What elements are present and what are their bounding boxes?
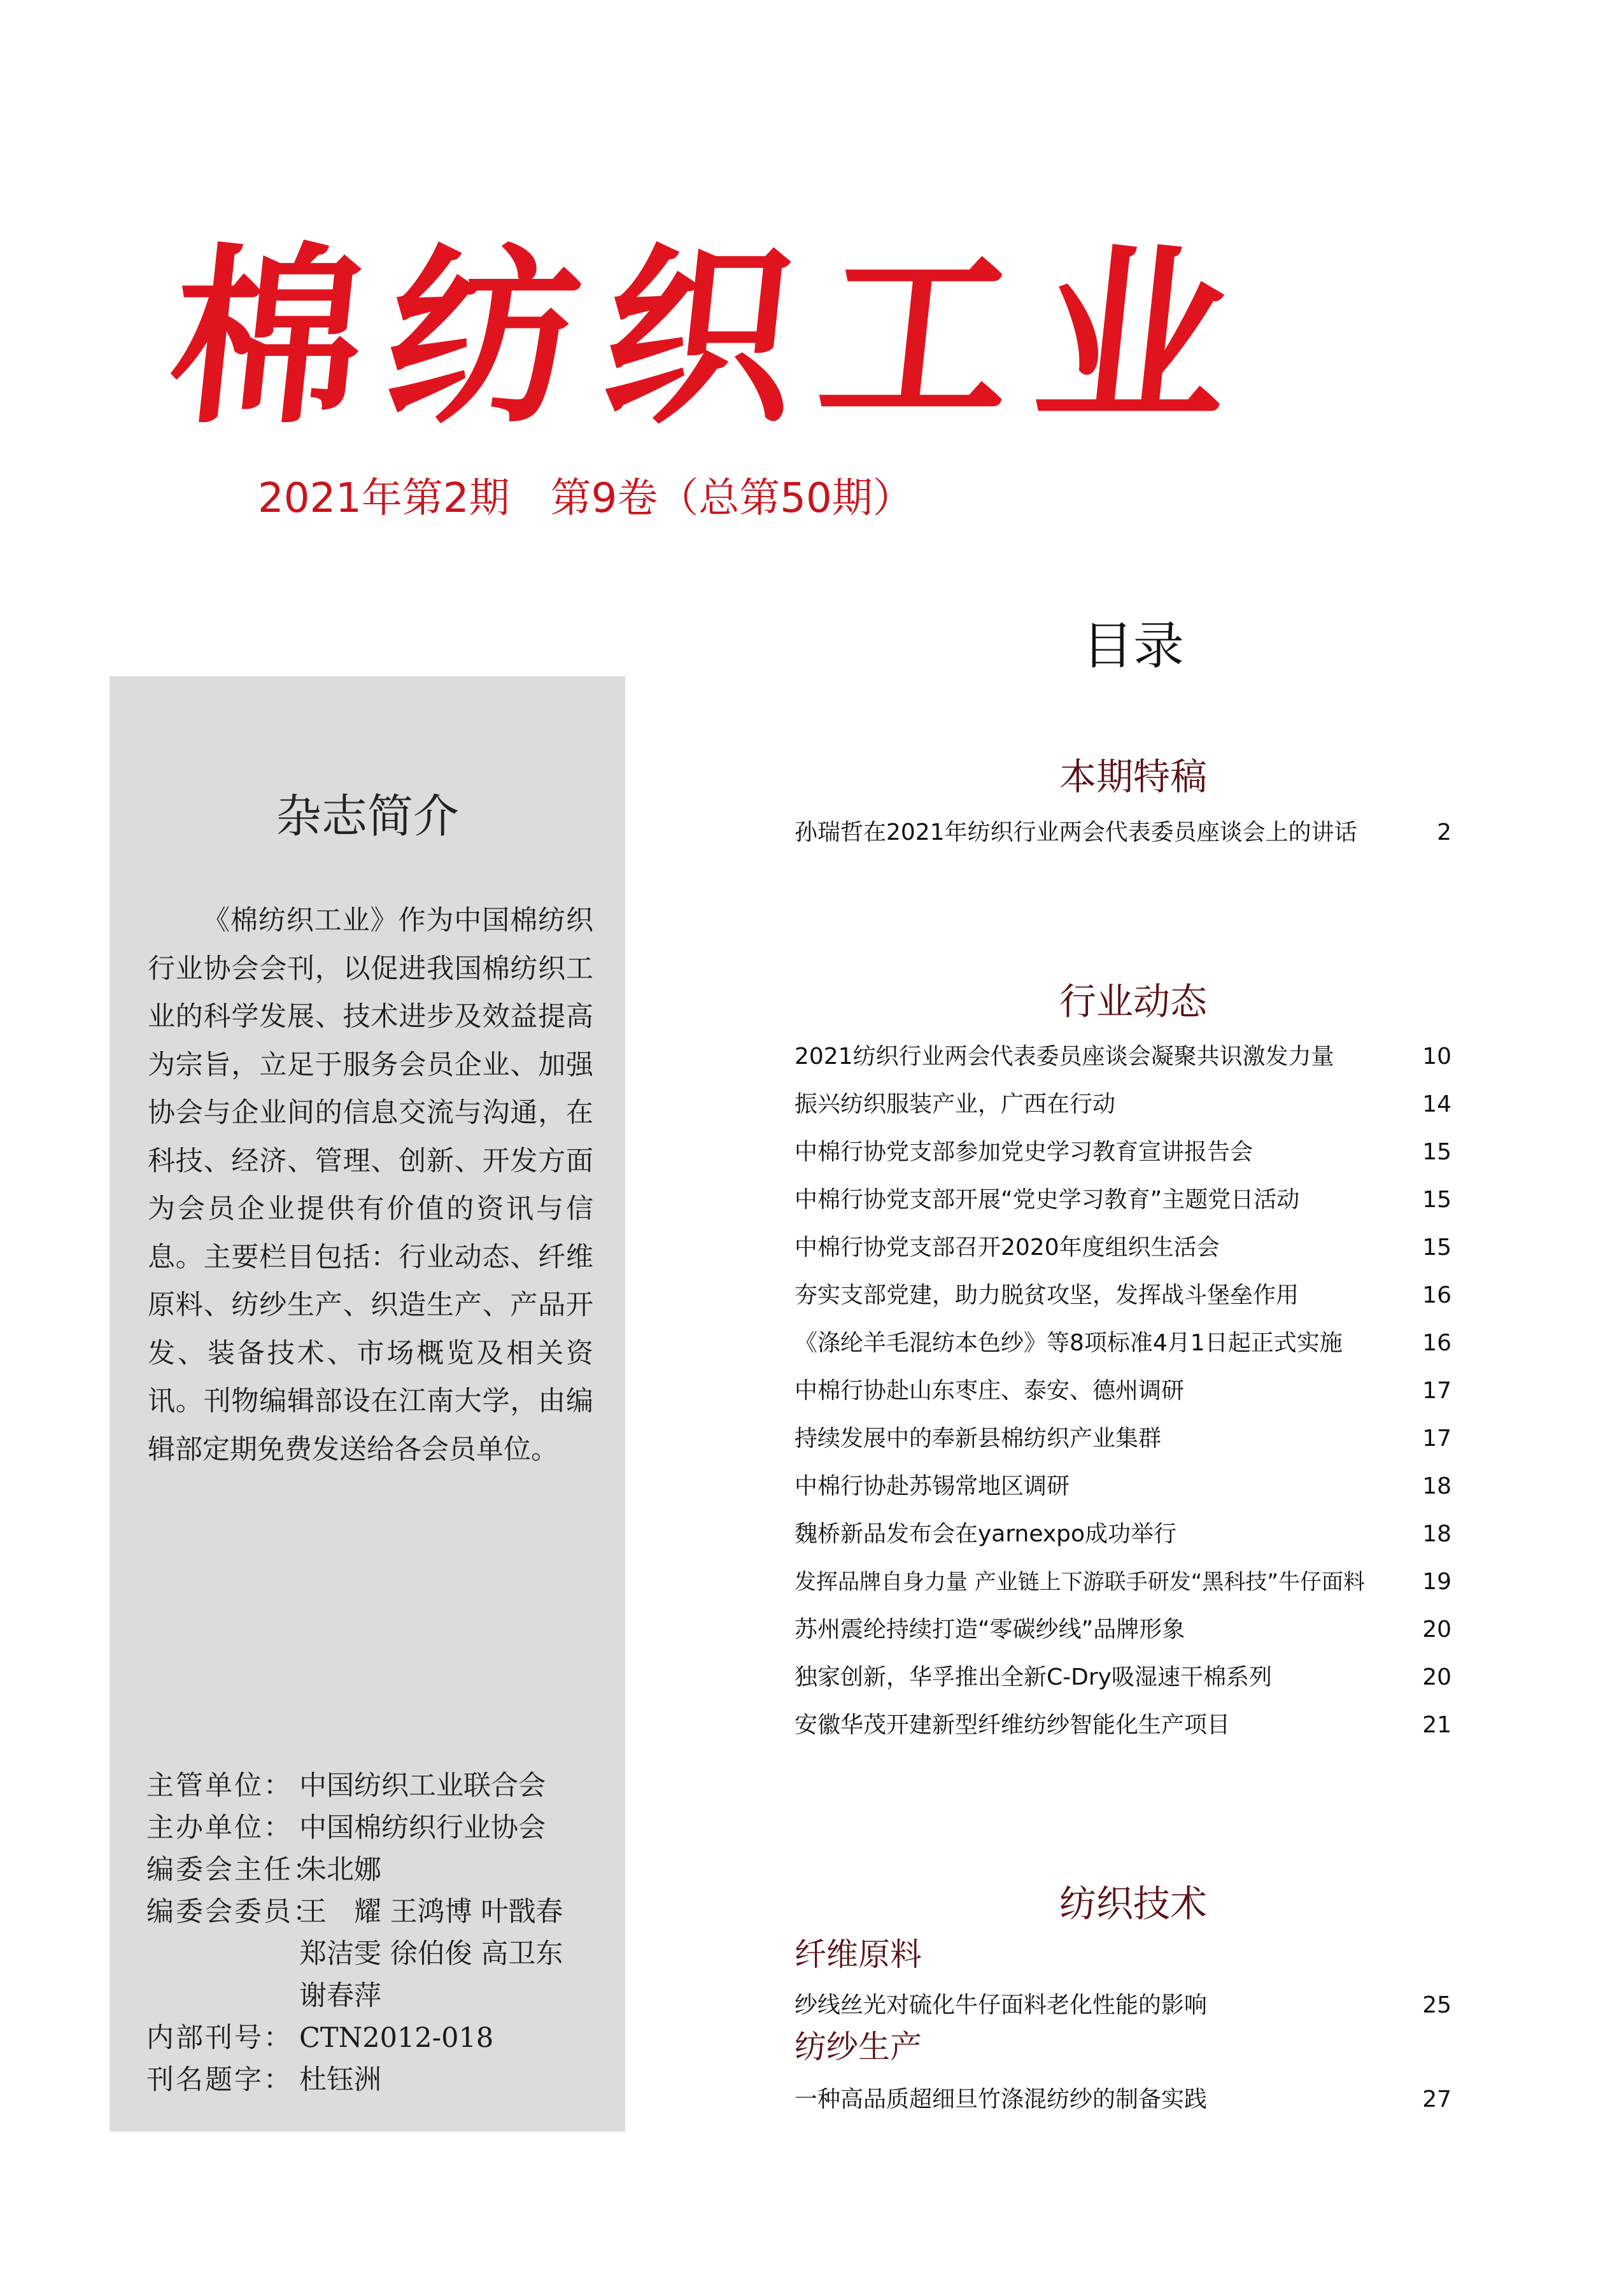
info-label: 编委会委员： (146, 1896, 322, 1928)
toc-entry-page: 10 (1422, 1043, 1451, 1070)
toc-entry-page: 18 (1422, 1473, 1451, 1499)
toc-entry-page: 19 (1422, 1569, 1451, 1595)
info-row-chief-editor (146, 1849, 598, 1891)
toc-entry[interactable] (794, 1181, 1451, 1219)
toc-entry-title: 魏桥新品发布会在yarnexpo成功举行 (794, 1521, 1177, 1547)
toc-entry-title: 夯实支部党建，助力脱贫攻坚，发挥战斗堡垒作用 (794, 1282, 1299, 1308)
toc-entry[interactable] (794, 1659, 1451, 1697)
toc-entry[interactable] (794, 1086, 1451, 1124)
toc-entry-title: 《涤纶羊毛混纺本色纱》等8项标准4月1日起正式实施 (794, 1330, 1343, 1356)
toc-entry-title: 中棉行协党支部参加党史学习教育宣讲报告会 (794, 1139, 1253, 1165)
toc-entry-page: 27 (1422, 2086, 1451, 2112)
toc-entry[interactable] (794, 1611, 1451, 1649)
section-title-technology: 纺织技术 (1059, 1882, 1207, 1925)
toc-entry[interactable] (794, 1706, 1451, 1744)
toc-entry-title: 苏州震纶持续打造“零碳纱线”品牌形象 (794, 1617, 1185, 1643)
info-label: 内部刊号： (146, 2022, 293, 2054)
info-value: 朱北娜 (299, 1854, 381, 1886)
toc-entry[interactable] (794, 1468, 1451, 1506)
toc-entry-title: 中棉行协党支部召开2020年度组织生活会 (794, 1235, 1220, 1261)
toc-entry-title: 独家创新，华孚推出全新C-Dry吸湿速干棉系列 (794, 1664, 1272, 1690)
intro-title: 杂志简介 (275, 789, 459, 843)
toc-entry-title: 中棉行协党支部开展“党史学习教育”主题党日活动 (794, 1187, 1300, 1213)
toc-entry-page: 15 (1422, 1235, 1451, 1261)
toc-entry-title: 持续发展中的奉新县棉纺织产业集群 (794, 1426, 1162, 1452)
info-row-serial (146, 2017, 598, 2059)
info-label: 编委会主任： (146, 1854, 322, 1886)
subsection-title-spinning: 纺纱生产 (794, 2028, 922, 2065)
toc-entry-page: 15 (1422, 1139, 1451, 1165)
toc-entry[interactable] (794, 1420, 1451, 1458)
toc-entry-page: 20 (1422, 1617, 1451, 1643)
issue-line: 2021年第2期 第9卷（总第50期） (258, 475, 914, 522)
section-title-feature: 本期特稿 (1059, 755, 1207, 798)
info-row-sponsor (146, 1807, 598, 1849)
info-value: 中国棉纺织行业协会 (299, 1812, 546, 1844)
toc-entry[interactable] (794, 1229, 1451, 1267)
toc-entry[interactable] (794, 1372, 1451, 1410)
toc-entry[interactable] (794, 1038, 1451, 1076)
subsection-title-fiber: 纤维原料 (794, 1936, 922, 1973)
toc-entry-title: 中棉行协赴苏锡常地区调研 (794, 1473, 1070, 1499)
info-value: 中国纺织工业联合会 (299, 1770, 546, 1802)
info-label: 主管单位： (146, 1770, 293, 1802)
toc-entry[interactable] (794, 1563, 1451, 1601)
toc-entry-title: 一种高品质超细旦竹涤混纺纱的制备实践 (794, 2086, 1208, 2112)
section-title-industry: 行业动态 (1059, 980, 1207, 1023)
toc-entry-page: 14 (1422, 1091, 1451, 1117)
toc-entry-page: 17 (1422, 1426, 1451, 1452)
toc-entry-title: 2021纺织行业两会代表委员座谈会凝聚共识激发力量 (794, 1043, 1334, 1070)
toc-entry-title: 中棉行协赴山东枣庄、泰安、德州调研 (794, 1378, 1185, 1404)
toc-heading: 目录 (1082, 616, 1184, 676)
info-label: 刊名题字： (146, 2064, 293, 2096)
toc-entry-page: 16 (1422, 1330, 1451, 1356)
toc-entry-title: 安徽华茂开建新型纤维纺纱智能化生产项目 (794, 1712, 1231, 1738)
toc-entry-page: 16 (1422, 1282, 1451, 1308)
toc-entry-title: 发挥品牌自身力量 产业链上下游联手研发“黑科技”牛仔面料 (794, 1569, 1366, 1595)
toc-entry-page: 18 (1422, 1521, 1451, 1547)
masthead-title: 棉纺织工业 (160, 225, 1266, 449)
info-value: 杜钰洲 (299, 2064, 381, 2096)
toc-entry-page: 20 (1422, 1664, 1451, 1690)
info-value: 王 耀 王鸿博 叶戬春 郑洁雯 徐伯俊 高卫东 谢春萍 (299, 1896, 563, 2012)
toc-entry[interactable] (794, 1324, 1451, 1362)
toc-entry-page: 15 (1422, 1187, 1451, 1213)
intro-panel (109, 676, 625, 2132)
info-row-calligraphy (146, 2059, 598, 2101)
info-row-supervisor (146, 1765, 598, 1807)
toc-entry[interactable] (794, 814, 1451, 852)
toc-entry-title: 纱线丝光对硫化牛仔面料老化性能的影响 (794, 1992, 1208, 2018)
intro-body: 《棉纺织工业》作为中国棉纺织行业协会会刊，以促进我国棉纺织工业的科学发展、技术进步及效益提高为宗旨，立足于服务会员企业、加强协会与企业间的信息交流与沟通，在科技、经济、管理、创新、开发方面为会员企业提供有价值的资讯与信息。主要栏目包括：行业动态、纤维原料、纺纱生产、织造生产、产品开发、装备技术、市场概览及相关资讯。刊物编辑部设在江南大学，由编辑部定期免费发送给各会员单位。 (148, 905, 593, 1466)
toc-entry[interactable] (794, 1986, 1451, 2025)
toc-entry[interactable] (794, 1133, 1451, 1171)
toc-entry-page: 17 (1422, 1378, 1451, 1404)
toc-entry[interactable] (794, 2081, 1451, 2119)
toc-entry[interactable] (794, 1277, 1451, 1315)
toc-entry-title: 孙瑞哲在2021年纺织行业两会代表委员座谈会上的讲话 (794, 819, 1357, 845)
info-value: CTN2012-018 (299, 2022, 494, 2054)
toc-entry-page: 25 (1422, 1992, 1451, 2018)
toc-entry-page: 2 (1437, 819, 1451, 845)
info-row-committee (146, 1891, 598, 2017)
toc-entry-page: 21 (1422, 1712, 1451, 1738)
toc-entry-title: 振兴纺织服装产业，广西在行动 (794, 1091, 1116, 1117)
info-label: 主办单位： (146, 1812, 293, 1844)
toc-entry[interactable] (794, 1515, 1451, 1553)
